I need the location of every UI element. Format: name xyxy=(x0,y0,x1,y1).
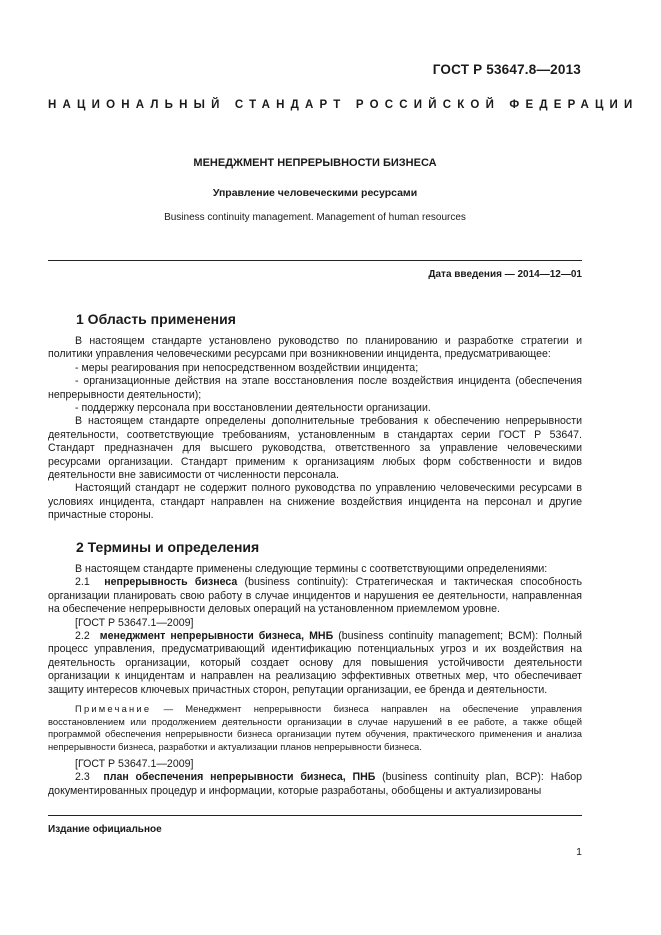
term-definition: (business continuity plan, BCP): Набор документированных процедур и информации, которые разработаны, обобщены и актуализированы xyxy=(48,771,583,797)
section-2-intro: В настоящем стандарте применены следующие термины с соответствующими определениями: xyxy=(75,563,548,575)
section-1-body xyxy=(48,335,582,523)
term-2-3 xyxy=(48,771,582,798)
section-2-body-continued xyxy=(48,758,582,798)
term-number: 2.2 xyxy=(75,630,90,643)
note-label: Примечание xyxy=(75,703,152,714)
section-1-paragraph-3: Настоящий стандарт не содержит полного руководства по управлению человеческими ресурсами в условиях инцидента, стандарт направлен на снижение воздействия инцидента на персонал и другие причастные стороны. xyxy=(48,482,582,522)
term-definition: (business continuity management; BCM): Полный процесс управления, предусматривающий идентификацию потенциальных угроз и их воздействия на деятельность организации, который создает основу для повышения устойчивости деятельности организации к инцидентам и направлен на реализацию эффективных ответных мер, что обеспечивает защиту интересов ключевых причастных сторон, репутации организации, ее бренда и деятельности. xyxy=(48,630,582,696)
section-1-paragraph-1: В настоящем стандарте установлено руководство по планированию и разработке стратегии и политики управления человеческими ресурсами при возникновении инцидента, предусматривающее: xyxy=(48,335,582,361)
list-item: - организационные действия на этапе восстановления после воздействия инцидента (обеспечения непрерывности деятельности); xyxy=(48,375,582,401)
note-block xyxy=(48,703,582,753)
term-reference: [ГОСТ Р 53647.1—2009] xyxy=(75,616,194,629)
term-number: 2.1 xyxy=(75,576,90,589)
official-edition-label: Издание официальное xyxy=(48,824,162,835)
national-standard-banner: НАЦИОНАЛЬНЫЙ СТАНДАРТ РОССИЙСКОЙ ФЕДЕРАЦИИ xyxy=(48,99,639,111)
introduction-date: Дата введения — 2014—12—01 xyxy=(428,269,582,280)
section-1-paragraph-2: В настоящем стандарте определены дополнительные требования к обеспечению непрерывности деятельности, соответствующие требованиям, установленным в стандартах серии ГОСТ Р 53647. Стандарт предназначен для высшего руководства, ответственного за управление человеческими ресурсами организации. Стандарт применим к организациям любых форм собственности и видов деятельности вне зависимости от численности персонала. xyxy=(48,415,582,482)
standard-code: ГОСТ Р 53647.8—2013 xyxy=(432,62,581,77)
list-item: - поддержку персонала при восстановлении деятельности организации. xyxy=(75,402,431,415)
term-name: менеджмент непрерывности бизнеса, МНБ xyxy=(99,630,334,643)
section-1-heading: 1 Область применения xyxy=(76,311,236,327)
term-name: непрерывность бизнеса xyxy=(104,576,238,589)
term-number: 2.3 xyxy=(75,771,90,784)
document-title: МЕНЕДЖМЕНТ НЕПРЕРЫВНОСТИ БИЗНЕСА xyxy=(193,157,437,169)
header-divider xyxy=(48,260,582,261)
section-2-heading: 2 Термины и определения xyxy=(76,539,260,555)
term-2-1 xyxy=(48,576,582,616)
document-subtitle: Управление человеческими ресурсами xyxy=(212,187,418,199)
term-2-2 xyxy=(48,630,582,697)
term-name: план обеспечения непрерывности бизнеса, ПНБ xyxy=(103,771,376,784)
english-title: Business continuity management. Management of human resources xyxy=(164,212,466,223)
footer-divider xyxy=(48,815,582,816)
section-2-body xyxy=(48,563,582,697)
term-definition: (business continuity): Стратегическая и тактическая способность организации планировать свою работу в случае инцидентов и нарушения ее деятельности, направленная на обеспечение непрерывности деловых операций на установленном приемлемом уровне. xyxy=(48,576,583,616)
list-item: - меры реагирования при непосредственном воздействии инцидента; xyxy=(75,361,419,374)
term-reference: [ГОСТ Р 53647.1—2009] xyxy=(75,758,194,770)
note-text: — Менеджмент непрерывности бизнеса направлен на обеспечение управления восстановлением или продолжением деятельности организации в случае нарушений в ее работе, а также общей программой обеспечения непрерывности бизнеса организации путем обучения, практического применения и анализа непрерывности бизнеса, разработки и актуализации планов непрерывности бизнеса. xyxy=(48,703,582,752)
page-number: 1 xyxy=(576,846,582,858)
